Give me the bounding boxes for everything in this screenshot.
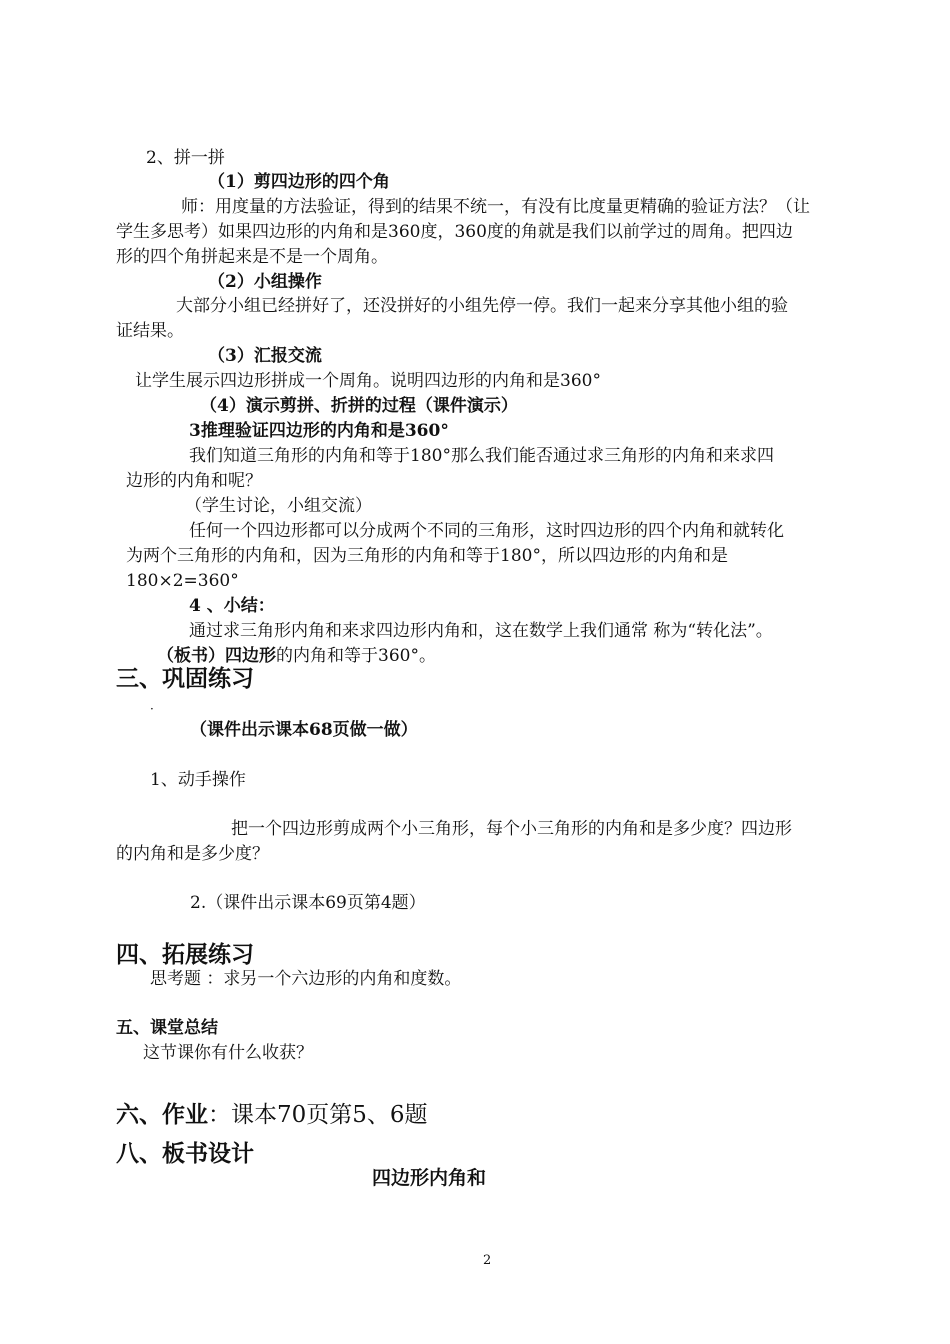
- step1-line-2: 学生多思考）如果四边形的内角和是360度，360度的角就是我们以前学过的周角。把四边: [116, 222, 793, 242]
- practice-heading: 三、巩固练习: [116, 666, 254, 692]
- page-number: 2: [483, 1253, 492, 1268]
- board-rest: 的内角和等于360°。: [276, 646, 436, 666]
- practice-item1-line-1: 把一个四边形剪成两个小三角形，每个小三角形的内角和是多少度？四边形: [231, 819, 792, 839]
- step2-line-1: 大部分小组已经拼好了，还没拼好的小组先停一停。我们一起来分享其他小组的验: [176, 296, 788, 316]
- step3-line: 让学生展示四边形拼成一个周角。说明四边形的内角和是360°: [135, 371, 601, 391]
- homework-line: [116, 1100, 428, 1130]
- extension-heading: 四、拓展练习: [116, 942, 254, 968]
- reasoning-heading: 3推理验证四边形的内角和是360°: [189, 421, 449, 441]
- class-summary-heading: 五、课堂总结: [116, 1018, 218, 1038]
- practice-item1-title: 1、动手操作: [150, 770, 246, 790]
- board-design-heading: 八、板书设计: [116, 1141, 254, 1167]
- step3-title: （3）汇报交流: [208, 346, 322, 366]
- homework-heading: 六、作业: [116, 1102, 208, 1128]
- practice-task: （课件出示课本68页做一做）: [190, 720, 418, 740]
- summary-subheading: 4 、小结：: [189, 596, 275, 616]
- summary-line: 通过求三角形内角和来求四边形内角和，这在数学上我们通常 称为“转化法”。: [189, 621, 773, 641]
- proof-line-2: 为两个三角形的内角和，因为三角形的内角和等于180°，所以四边形的内角和是: [126, 546, 728, 566]
- section-heading: [146, 146, 225, 170]
- step1-title: （1）剪四边形的四个角: [208, 172, 390, 192]
- board-label: （板书）四边形: [157, 646, 276, 666]
- step2-title: （2）小组操作: [208, 272, 322, 292]
- discussion-note: （学生讨论，小组交流）: [185, 496, 372, 516]
- practice-item2: 2.（课件出示课本69页第4题）: [190, 893, 426, 913]
- step1-line-1: 师：用度量的方法验证，得到的结果不统一，有没有比度量更精确的验证方法？（让: [181, 197, 810, 217]
- reasoning-line-1: 我们知道三角形的内角和等于180°那么我们能否通过求三角形的内角和来求四: [189, 446, 774, 466]
- step1-line-3: 形的四个角拼起来是不是一个周角。: [116, 247, 388, 267]
- practice-item1-line-2: 的内角和是多少度？: [116, 844, 269, 864]
- board-design-title: 四边形内角和: [372, 1167, 487, 1189]
- class-summary-text: 这节课你有什么收获？: [143, 1043, 313, 1063]
- step2-line-2: 证结果。: [116, 321, 184, 341]
- homework-text: ：课本70页第5、6题: [208, 1102, 428, 1128]
- reasoning-line-2: 边形的内角和呢？: [126, 471, 262, 491]
- bullet-dot: ·: [150, 702, 154, 716]
- section-heading-text: 2、拼一拼: [146, 148, 225, 168]
- proof-line-3: 180×2=360°: [126, 571, 239, 591]
- step4-title: （4）演示剪拼、折拼的过程（课件演示）: [200, 396, 518, 416]
- proof-line-1: 任何一个四边形都可以分成两个不同的三角形，这时四边形的四个内角和就转化: [189, 521, 784, 541]
- extension-text: 思考题 ：求另一个六边形的内角和度数。: [150, 969, 462, 989]
